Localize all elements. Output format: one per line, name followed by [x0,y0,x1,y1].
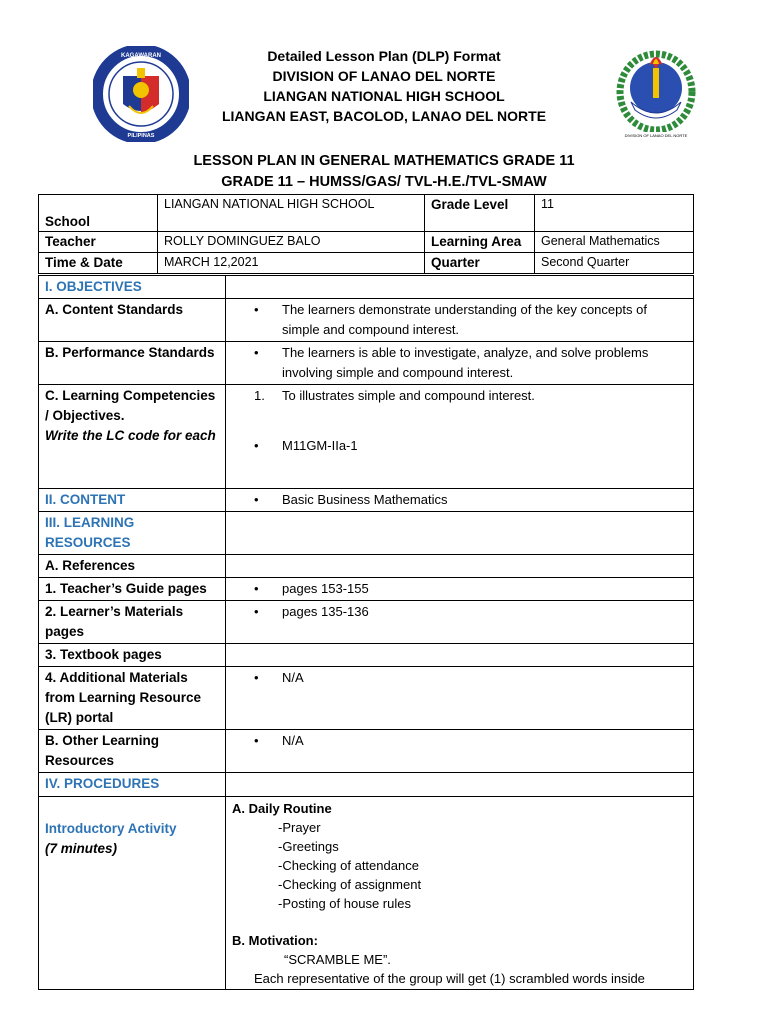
header-address: LIANGAN EAST, BACOLOD, LANAO DEL NORTE [221,108,547,124]
title-line-1: LESSON PLAN IN GENERAL MATHEMATICS GRADE 11 [193,153,575,169]
row-other-resources: B. Other Learning Resources • N/A [39,730,694,773]
lesson-plan-table [38,275,694,990]
row-performance-standards: B. Performance Standards • The learners is able to investigate, analyze, and solve problems involving simple and compound interest. [39,342,694,385]
performance-standards-label: B. Performance Standards [39,342,226,385]
routine-item: -Prayer [278,820,321,835]
textbook-label: 3. Textbook pages [39,644,226,667]
procedures-heading: IV. PROCEDURES [39,773,226,797]
row-objectives [39,276,694,299]
additional-materials-label: 4. Additional Materials from Learning Resource (LR) portal [39,667,226,730]
info-table [38,194,694,274]
svg-text:DIVISION OF LANAO DEL NORTE: DIVISION OF LANAO DEL NORTE [624,133,688,138]
learning-resources-heading: III. LEARNING RESOURCES [39,512,226,555]
teacher-label: Teacher [39,232,158,253]
learning-area-value: General Mathematics [535,232,694,253]
motivation-title: B. Motivation: [232,933,318,948]
motivation-activity-name: “SCRAMBLE ME”. [284,952,391,967]
row-introductory-activity [39,797,694,990]
row-competencies: C. Learning Competencies / Objectives. Write the LC code for each 1. To illustrates simple and compound interest. • M11GM-IIa-1 [39,385,694,489]
row-procedures [39,773,694,797]
lc-code-note: Write the LC code for each [45,428,216,443]
info-row-teacher [39,232,694,253]
row-references [39,555,694,578]
learners-materials-value: pages 135-136 [282,604,369,619]
teachers-guide-label: 1. Teacher’s Guide pages [39,578,226,601]
routine-item: -Posting of house rules [278,896,411,911]
additional-materials-value: N/A [282,670,304,685]
school-label: School [39,195,158,232]
teacher-value: ROLLY DOMINGUEZ BALO [158,232,425,253]
introductory-activity-label: Introductory Activity [45,821,177,836]
school-value: LIANGAN NATIONAL HIGH SCHOOL [158,195,425,232]
motivation-text: Each representative of the group will get (1) scrambled words inside [254,971,645,986]
header-school: LIANGAN NATIONAL HIGH SCHOOL [263,88,505,104]
grade-level-label: Grade Level [425,195,535,232]
info-row-school [39,195,694,232]
routine-item: -Checking of attendance [278,858,419,873]
quarter-value: Second Quarter [535,253,694,274]
lesson-plan-title [0,151,768,193]
content-standards-value: The learners demonstrate understanding of the key concepts of simple and compound interest. [282,302,647,337]
objectives-heading: I. OBJECTIVES [39,276,226,299]
performance-standards-value: The learners is able to investigate, analyze, and solve problems involving simple and compound interest. [282,345,649,380]
row-teachers-guide: 1. Teacher’s Guide pages • pages 153-155 [39,578,694,601]
grade-level-value: 11 [535,195,694,232]
row-additional-materials: 4. Additional Materials from Learning Resource (LR) portal • N/A [39,667,694,730]
info-row-time [39,253,694,274]
competency-value: To illustrates simple and compound interest. [282,388,535,403]
references-label: A. References [39,555,226,578]
other-resources-label: B. Other Learning Resources [39,730,226,773]
learners-materials-label: 2. Learner’s Materials pages [39,601,226,644]
document-header [0,46,768,126]
introductory-activity-time: (7 minutes) [45,841,118,856]
teachers-guide-value: pages 153-155 [282,581,369,596]
svg-text:KAGAWARAN: KAGAWARAN [121,53,161,59]
row-content-standards: A. Content Standards • The learners demonstrate understanding of the key concepts of simple and compound interest. [39,299,694,342]
time-date-value: MARCH 12,2021 [158,253,425,274]
row-learning-resources [39,512,694,555]
daily-routine-title: A. Daily Routine [232,801,332,816]
header-format: Detailed Lesson Plan (DLP) Format [267,48,501,64]
header-division: DIVISION OF LANAO DEL NORTE [272,68,496,84]
row-textbook [39,644,694,667]
title-line-2: GRADE 11 – HUMSS/GAS/ TVL-H.E./TVL-SMAW [221,174,547,190]
time-date-label: Time & Date [39,253,158,274]
content-standards-label: A. Content Standards [39,299,226,342]
routine-item: -Checking of assignment [278,877,422,892]
quarter-label: Quarter [425,253,535,274]
routine-item: -Greetings [278,839,339,854]
row-learners-materials: 2. Learner’s Materials pages • pages 135-136 [39,601,694,644]
row-content: II. CONTENT • Basic Business Mathematics [39,489,694,512]
content-value: Basic Business Mathematics [282,492,448,507]
lc-code-value: M11GM-IIa-1 [282,438,358,453]
content-heading: II. CONTENT [39,489,226,512]
competencies-label: C. Learning Competencies / Objectives. [45,388,216,423]
other-resources-value: N/A [282,733,304,748]
svg-text:PILIPINAS: PILIPINAS [127,133,155,139]
learning-area-label: Learning Area [425,232,535,253]
